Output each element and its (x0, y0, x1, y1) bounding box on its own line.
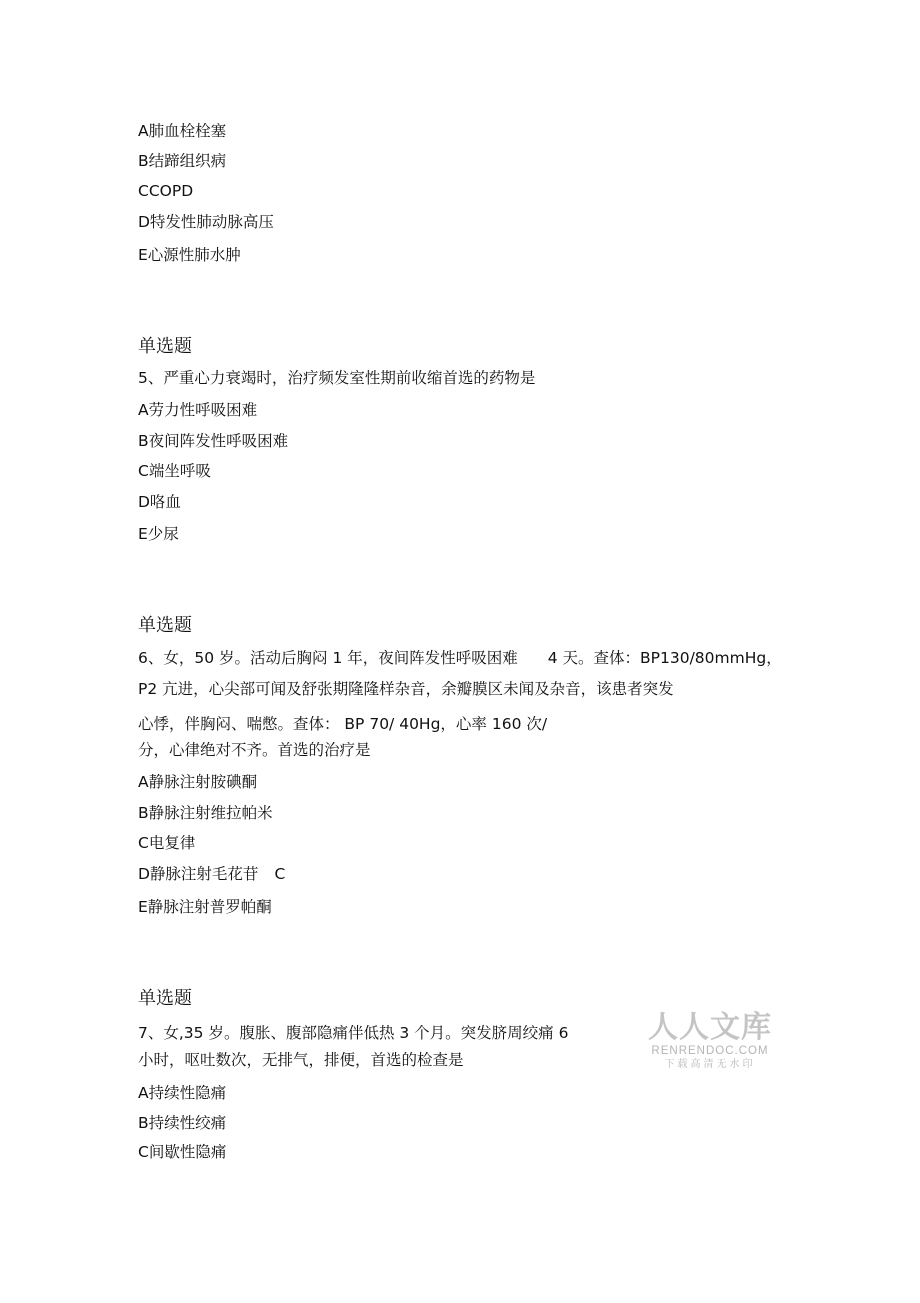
option-a: A静脉注射胺碘酮 (138, 773, 258, 791)
option-e: E心源性肺水肿 (138, 246, 241, 264)
option-c: C端坐呼吸 (138, 462, 211, 480)
option-c: C电复律 (138, 834, 196, 852)
watermark-domain: RENRENDOC.COM (651, 1045, 769, 1057)
question-type-heading: 单选题 (138, 336, 192, 357)
question-stem-line (138, 648, 782, 668)
option-d: D特发性肺动脉高压 (138, 213, 274, 231)
option-b: B夜间阵发性呼吸困难 (138, 432, 289, 450)
option-c: C间歇性隐痛 (138, 1143, 227, 1161)
question-stem-line: 心悸，伴胸闷、喘憋。查体： BP 70/ 40Hg，心率 160 次/ (138, 715, 548, 733)
watermark-title: 人人文库 (648, 1010, 772, 1045)
question-stem-line: 分，心律绝对不齐。首选的治疗是 (138, 741, 371, 759)
option-d: D静脉注射毛花苷 (138, 865, 259, 883)
watermark-tagline: 下载高清无水印 (664, 1059, 756, 1070)
watermark-logo (645, 1012, 775, 1072)
option-d-with-answer (138, 864, 285, 884)
question-stem-line: 7、女,35 岁。腹胀、腹部隐痛伴低热 3 个月。突发脐周绞痛 6 (138, 1024, 569, 1042)
option-b: B静脉注射维拉帕米 (138, 804, 273, 822)
question-stem: 5、严重心力衰竭时，治疗频发室性期前收缩首选的药物是 (138, 369, 536, 387)
option-d: D咯血 (138, 493, 181, 511)
option-c: CCOPD (138, 182, 194, 200)
question-type-heading: 单选题 (138, 615, 192, 636)
option-a: A劳力性呼吸困难 (138, 401, 258, 419)
question-type-heading: 单选题 (138, 988, 192, 1009)
stem-text-part-1: 6、女，50 岁。活动后胸闷 1 年，夜间阵发性呼吸困难 (138, 649, 518, 667)
answer-mark: C (274, 865, 286, 883)
question-stem-line: 小时，呕吐数次，无排气，排便，首选的检查是 (138, 1051, 464, 1069)
option-a: A肺血栓栓塞 (138, 122, 227, 140)
option-a: A持续性隐痛 (138, 1084, 227, 1102)
option-b: B结蹄组织病 (138, 152, 227, 170)
stem-text-part-2: 4 天。查体：BP130/80mmHg， (547, 649, 782, 667)
question-stem-line: P2 亢进，心尖部可闻及舒张期隆隆样杂音，余瓣膜区未闻及杂音，该患者突发 (138, 680, 674, 698)
option-b: B持续性绞痛 (138, 1114, 227, 1132)
option-e: E少尿 (138, 525, 179, 543)
option-e: E静脉注射普罗帕酮 (138, 898, 272, 916)
